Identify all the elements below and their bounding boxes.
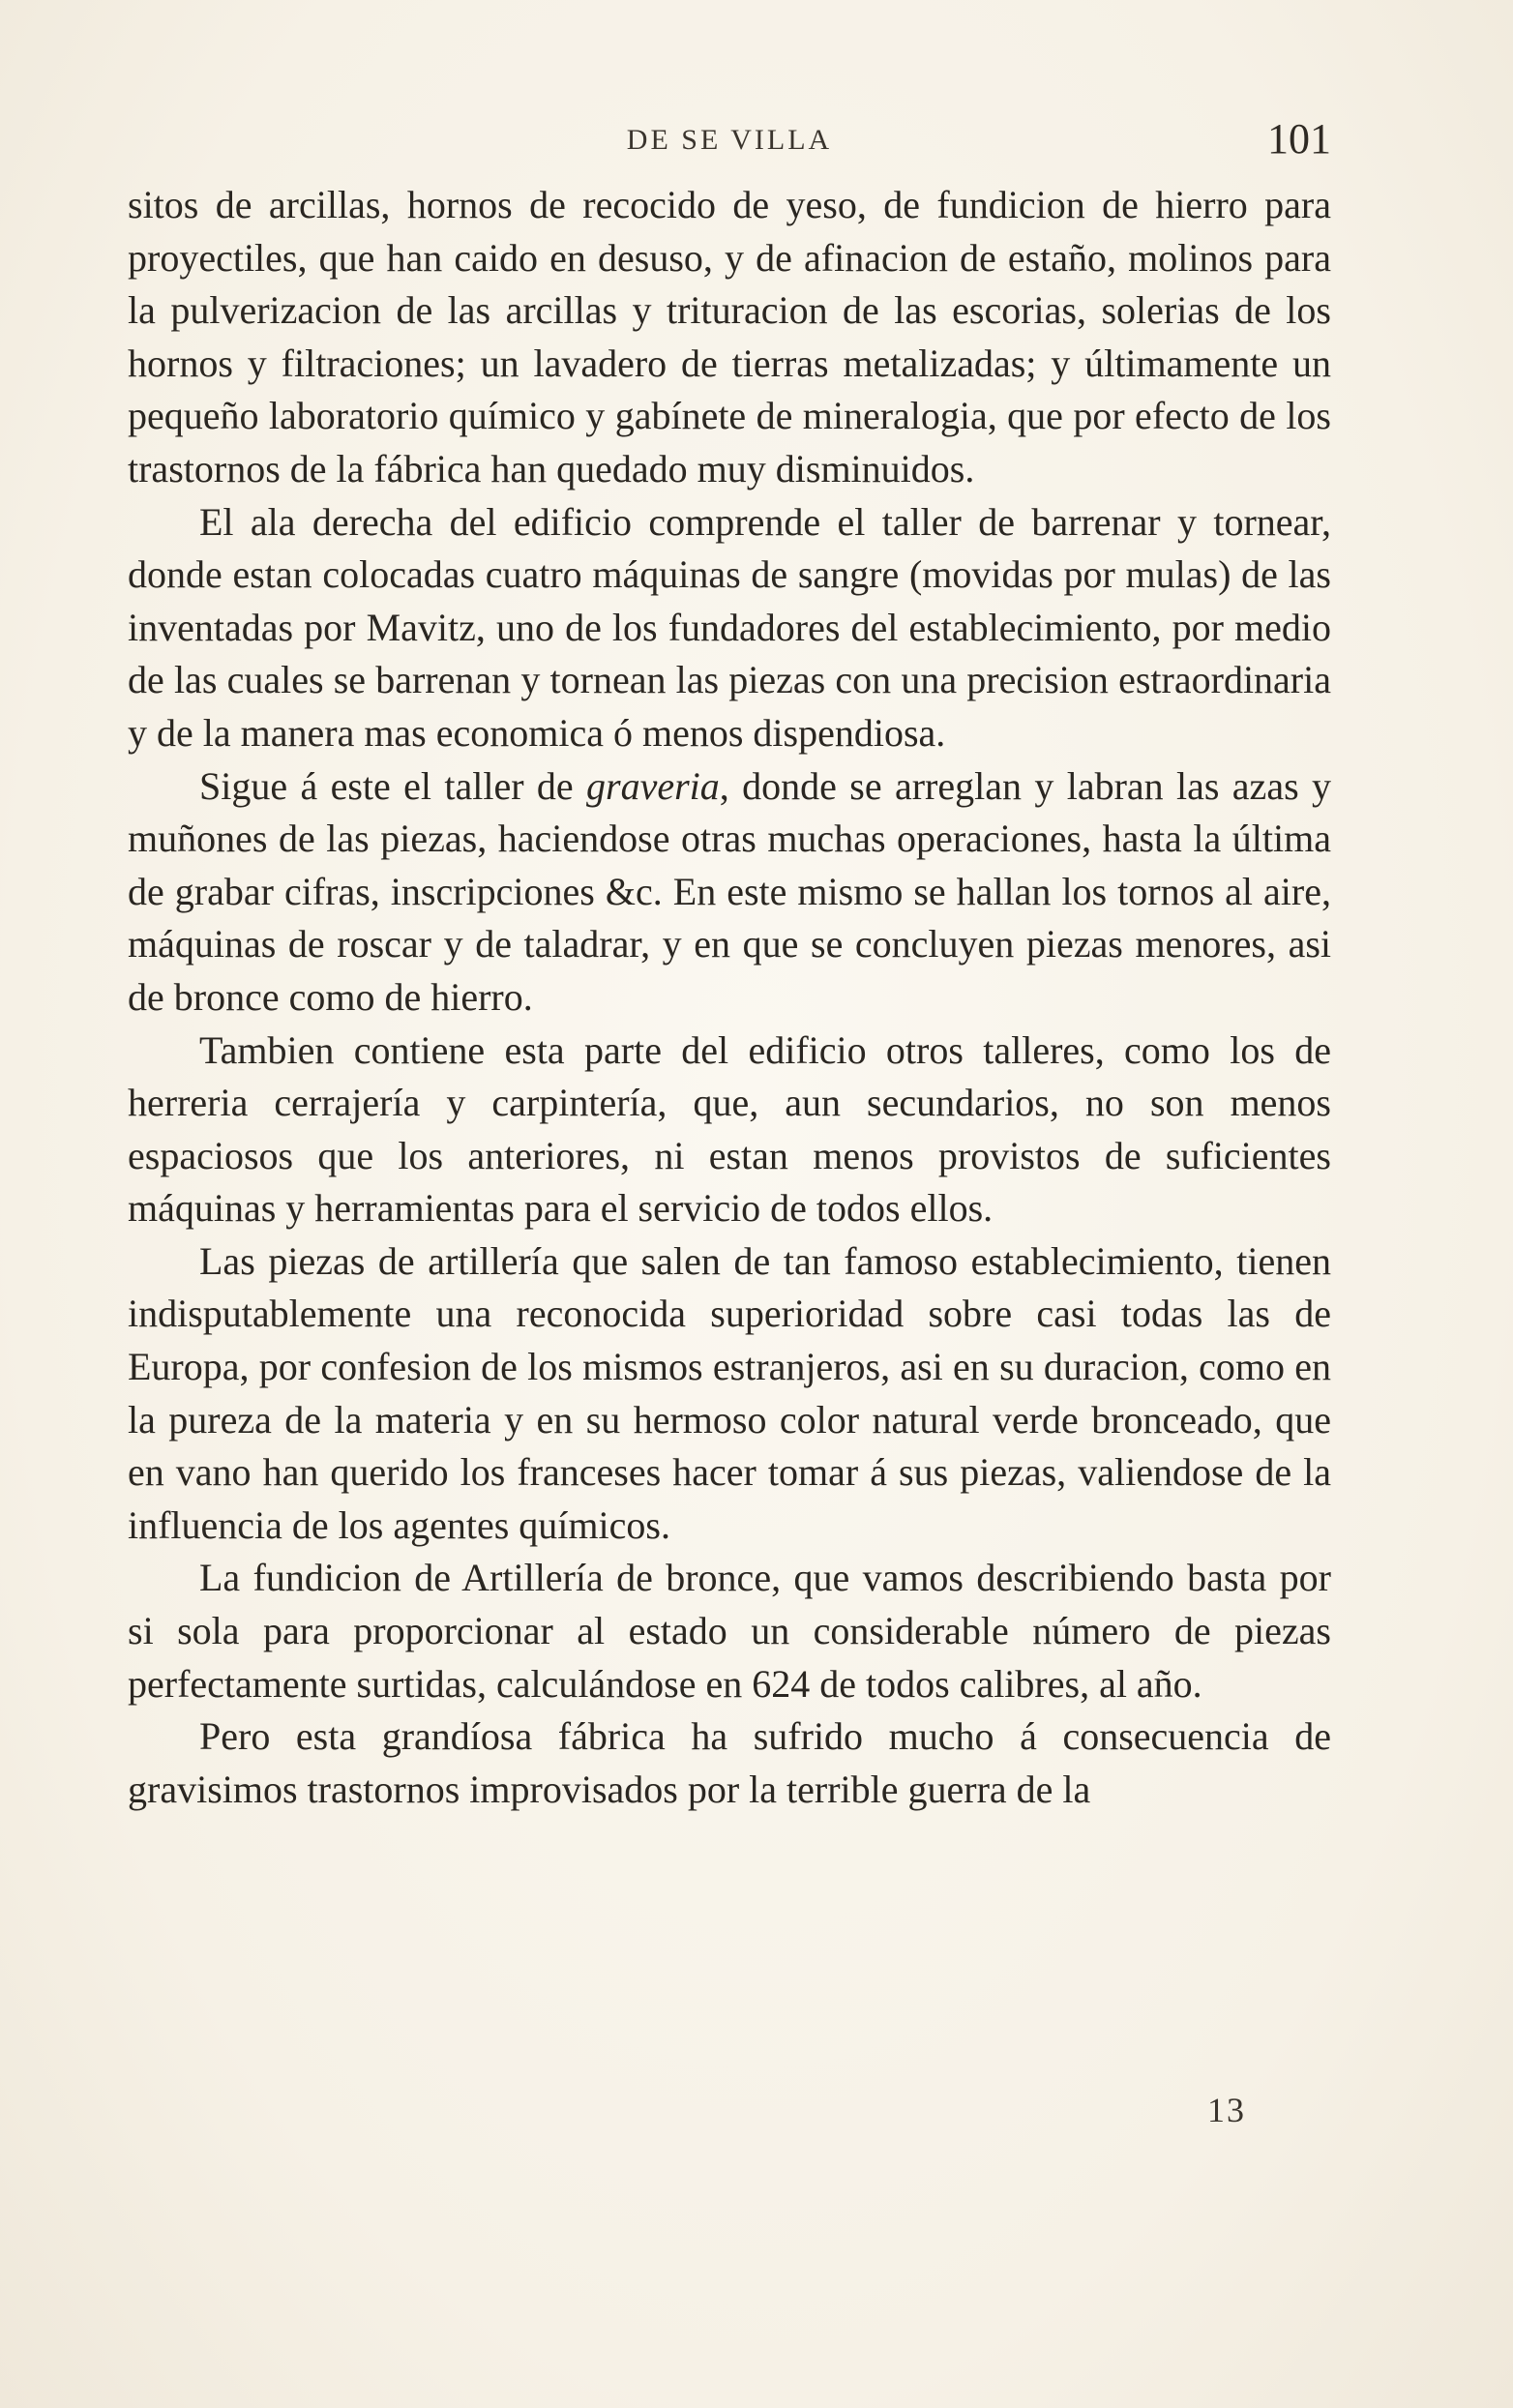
term-graveria: graveria xyxy=(586,763,720,808)
paragraph-workshops: Tambien contiene esta parte del edificio otros talleres, como los de herreria cerrajería y carpintería, que, aun secundarios, no son menos espaciosos que los anteriores, ni estan menos provistos de suficientes máquinas y herramientas para el servicio de todos ellos. xyxy=(128,1027,1331,1231)
paragraph-artillery-quality: Las piezas de artillería que salen de tan famoso establecimiento, tienen indisputablemente una reconocida superioridad sobre casi todas las de Europa, por confesion de los mismos estranjeros, asi en su duracion, como en la pureza de la materia y en su hermoso color natural verde bronceado, que en vano han querido los franceses hacer tomar á sus piezas, valiendose de la influencia de los agentes químicos. xyxy=(128,1238,1331,1547)
paragraph-graveria-after: , donde se arreglan y labran las azas y muñones de las piezas, haciendose otras muchas operaciones, hasta la última de grabar cifras, inscripciones &c. En este mismo se hallan los tornos al aire, máquinas de roscar y de taladrar, y en que se concluyen piezas menores, asi de bronce como de hierro. xyxy=(128,763,1332,1019)
signature-mark: 13 xyxy=(1207,2091,1246,2129)
paragraph-war: Pero esta grandíosa fábrica ha sufrido mucho á consecuencia de gravisimos trastornos improvisados por la terrible guerra de la xyxy=(128,1714,1331,1811)
paragraph-graveria xyxy=(128,760,1331,1025)
page-number: 101 xyxy=(1267,115,1331,163)
running-title: DE SE VILLA xyxy=(626,124,833,156)
paragraph-continuation: sitos de arcillas, hornos de recocido de yeso, de fundicion de hierro para proyectiles, que han caido en desuso, y de afinacion de estaño, molinos para la pulverizacion de las arcillas y trituracion de las escorias, solerias de los hornos y filtraciones; un lavadero de tierras metalizadas; y últimamente un pequeño laboratorio químico y gabínete de mineralogia, que por efecto de los trastornos de la fábrica han quedado muy disminuidos. xyxy=(128,183,1331,491)
paragraph-graveria-before: Sigue á este el taller de xyxy=(199,763,587,808)
body-text xyxy=(128,179,1331,1816)
paragraph-right-wing: El ala derecha del edificio comprende el taller de barrenar y tornear, donde estan colocadas cuatro máquinas de sangre (movidas por mulas) de las inventadas por Mavitz, uno de los fundadores del establecimiento, por medio de las cuales se barrenan y tornean las piezas con una precision estraordinaria y de la manera mas economica ó menos dispendiosa. xyxy=(128,499,1331,755)
paragraph-production: La fundicion de Artillería de bronce, que vamos describiendo basta por si sola para proporcionar al estado un considerable número de piezas perfectamente surtidas, calculándose en 624 de todos calibres, al año. xyxy=(128,1556,1331,1706)
running-head xyxy=(128,114,1331,172)
